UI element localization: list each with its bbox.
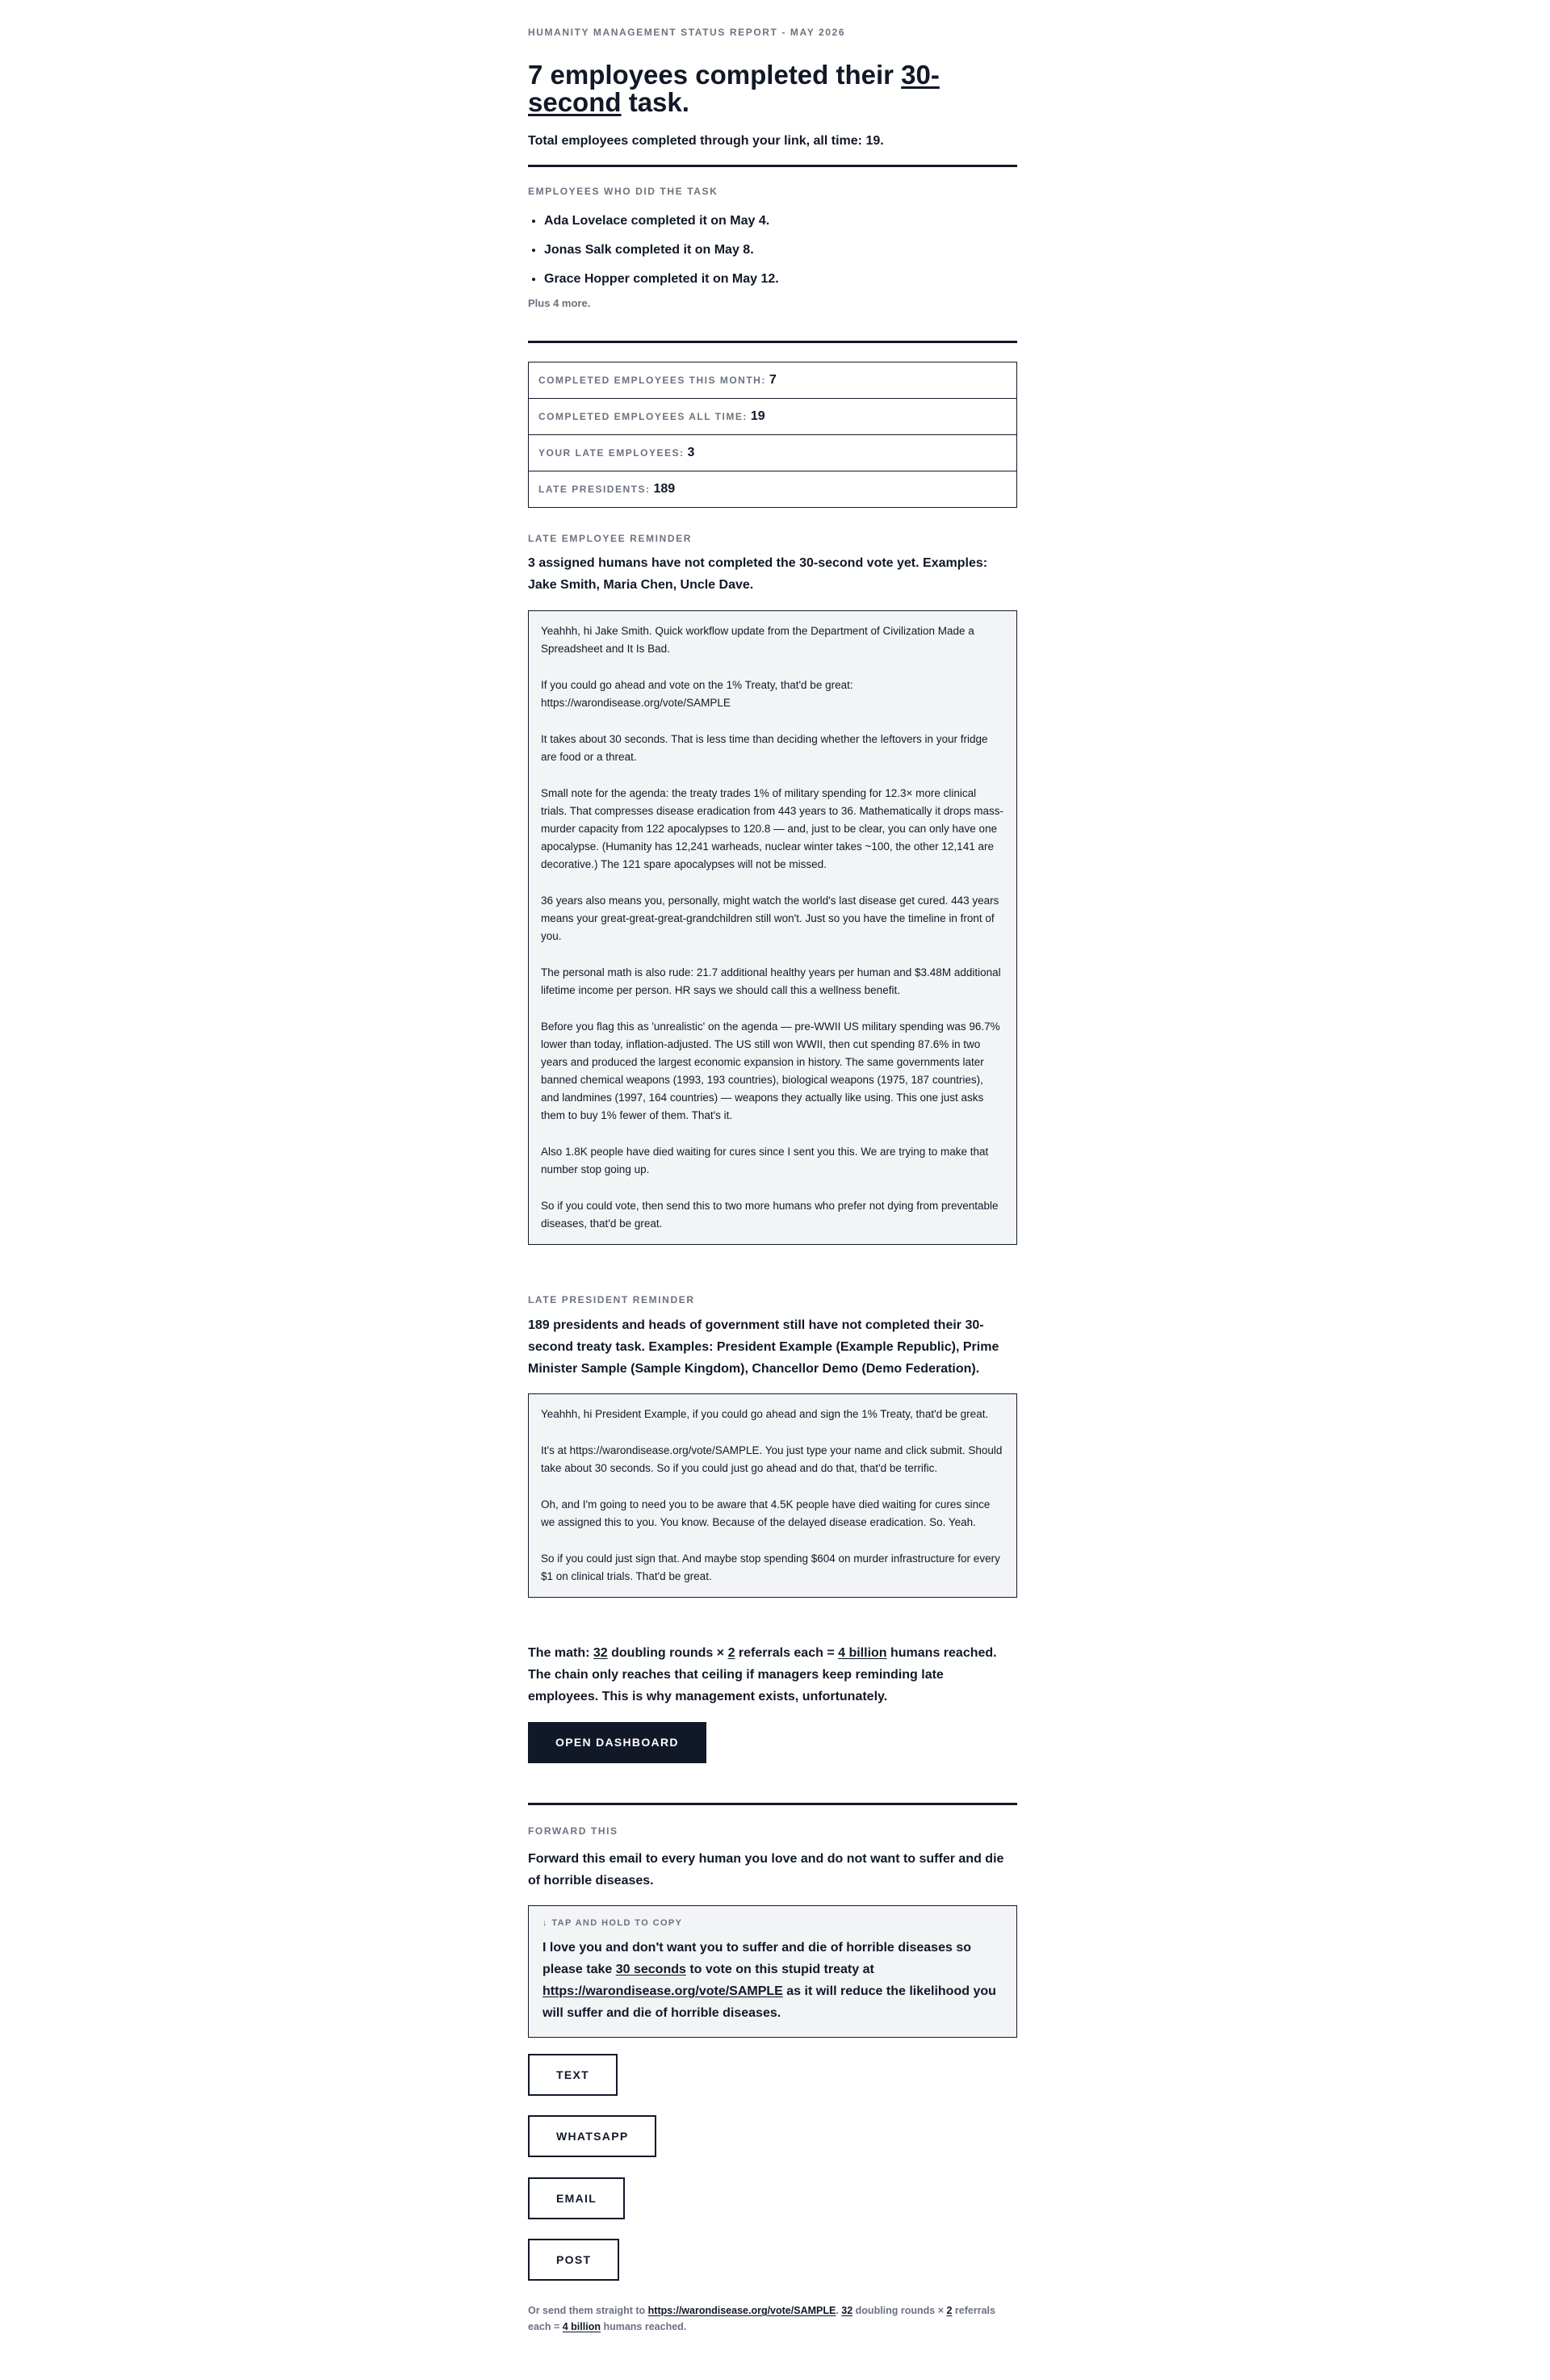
copy-text-part: as it will reduce the likelihood you will suffer and die of horrible diseases. (542, 1984, 996, 2020)
late-employee-message (528, 610, 1017, 1245)
duration-link: 30 seconds (615, 1963, 686, 1976)
footer-text: humans reached. (600, 2321, 687, 2332)
math-text: The math: (528, 1646, 593, 1660)
stat-value: 3 (687, 446, 695, 459)
footer-text: Or send them straight to (528, 2305, 648, 2316)
divider (528, 165, 1017, 167)
divider (528, 341, 1017, 343)
message-paragraph: Also 1.8K people have died waiting for cures since I sent you this. We are trying to make that number stop going up. (541, 1146, 989, 1175)
copy-hint: ↓ TAP AND HOLD TO COPY (542, 1918, 683, 1928)
headline (528, 61, 1017, 116)
forward-section-label: FORWARD THIS (528, 1825, 618, 1837)
footer-note (528, 2302, 1017, 2335)
share-text-button[interactable]: TEXT (528, 2054, 618, 2096)
headline-text: 7 employees completed their (528, 60, 902, 90)
share-whatsapp-button[interactable]: WHATSAPP (528, 2115, 656, 2157)
math-text: humans reached. The chain only reaches that ceiling if managers keep reminding late employees. This is why management exists, unfortunately. (528, 1646, 997, 1703)
total-completed-line: Total employees completed through your link, all time: 19. (528, 134, 884, 148)
more-employees-note: Plus 4 more. (528, 297, 591, 309)
copy-text-part: I love you and don't want you to suffer and die of horrible diseases so please take (542, 1941, 971, 1976)
share-post-button[interactable]: POST (528, 2239, 619, 2281)
employee-list (528, 213, 1033, 300)
employees-section-label: EMPLOYEES WHO DID THE TASK (528, 186, 718, 197)
list-item: • Grace Hopper completed it on May 12. (544, 271, 1033, 287)
message-paragraph: Oh, and I'm going to need you to be aware that 4.5K people have died waiting for cures since we assigned this to you. You know. Because of the delayed disease eradication. So. Yeah. (541, 1498, 991, 1528)
stat-value: 19 (750, 409, 765, 423)
math-text: doubling rounds × (607, 1646, 728, 1660)
stat-row (529, 435, 1016, 471)
message-paragraph: So if you could just sign that. And maybe stop spending $604 on murder infrastructure for every $1 on clinical trials. That'd be great. (541, 1552, 1000, 1582)
forward-instructions: Forward this email to every human you love and do not want to suffer and die of horrible diseases. (528, 1852, 1004, 1888)
message-paragraph: If you could go ahead and vote on the 1% Treaty, that'd be great: https://warondisease.org/vote/SAMPLE (541, 679, 853, 709)
headline-duration-link[interactable]: 30-second (528, 60, 940, 117)
vote-link[interactable]: https://warondisease.org/vote/SAMPLE (542, 1984, 783, 1998)
list-item: • Ada Lovelace completed it on May 4. (544, 213, 1033, 228)
message-paragraph: It takes about 30 seconds. That is less time than deciding whether the leftovers in your fridge are food or a threat. (541, 733, 988, 763)
stat-label: COMPLETED EMPLOYEES THIS MONTH: (538, 375, 766, 386)
copy-message-box[interactable] (528, 1905, 1017, 2038)
footer-text: . (836, 2305, 842, 2316)
message-paragraph: Yeahhh, hi President Example, if you could go ahead and sign the 1% Treaty, that'd be great. (541, 1408, 989, 1420)
list-item: • Jonas Salk completed it on May 8. (544, 242, 1033, 258)
stat-value: 189 (653, 482, 676, 496)
message-paragraph: So if you could vote, then send this to two more humans who prefer not dying from preventable diseases, that'd be great. (541, 1200, 999, 1230)
stat-label: YOUR LATE EMPLOYEES: (538, 447, 685, 459)
stat-row (529, 399, 1016, 435)
report-eyebrow (528, 27, 1017, 38)
footer-referrals-value: 2 (946, 2305, 953, 2316)
stat-label: LATE PRESIDENTS: (538, 484, 651, 495)
footer-rounds-value: 32 (841, 2305, 853, 2316)
share-post-wrap (528, 2239, 1017, 2281)
stat-value: 7 (769, 373, 777, 387)
message-paragraph: The personal math is also rude: 21.7 additional healthy years per human and $3.48M additional lifetime income per person. HR says we should call this a wellness benefit. (541, 966, 1001, 996)
footer-vote-link[interactable]: https://warondisease.org/vote/SAMPLE (647, 2305, 836, 2316)
footer-text: doubling rounds × (852, 2305, 947, 2316)
message-paragraph: Small note for the agenda: the treaty trades 1% of military spending for 12.3× more clinical trials. That compresses disease eradication from 443 years to 36. Mathematically it drops mass-murder capacity from 122 apocalypses to 120.8 — and, just to be clear, you can only have one apocalypse. (Humanity has 12,241 warheads, nuclear winter takes ~100, the other 12,141 are decorative.) The 121 spare apocalypses will not be missed. (541, 787, 1003, 870)
late-employee-section-label: LATE EMPLOYEE REMINDER (528, 533, 692, 544)
message-paragraph: 36 years also means you, personally, might watch the world's last disease get cured. 443 years means your great-great-great-grandchildren still won't. Just so you have the timeline in front of you. (541, 895, 999, 942)
open-dashboard-button[interactable]: OPEN DASHBOARD (528, 1722, 706, 1763)
stat-label: COMPLETED EMPLOYEES ALL TIME: (538, 411, 748, 422)
math-text: referrals each = (735, 1646, 839, 1660)
share-email-button[interactable]: EMAIL (528, 2177, 625, 2219)
reach-value: 4 billion (838, 1646, 887, 1660)
copy-message-text[interactable] (542, 1937, 1003, 2024)
message-paragraph: It's at https://warondisease.org/vote/SAMPLE. You just type your name and click submit. Should take about 30 seconds. So if you could just go ahead and do that, that'd be terrific. (541, 1444, 1003, 1474)
share-text-wrap (528, 2054, 1017, 2096)
stat-row (529, 362, 1016, 399)
late-employee-summary: 3 assigned humans have not completed the 30-second vote yet. Examples: Jake Smith, Maria Chen, Uncle Dave. (528, 556, 988, 592)
stat-row (529, 471, 1016, 507)
divider (528, 1803, 1017, 1805)
referral-math (528, 1642, 1017, 1707)
footer-reach-value: 4 billion (562, 2321, 601, 2332)
share-email-wrap (528, 2177, 1017, 2219)
headline-text-end: task. (621, 87, 689, 117)
message-paragraph: Yeahhh, hi Jake Smith. Quick workflow update from the Department of Civilization Made a Spreadsheet and It Is Bad. (541, 625, 974, 655)
late-president-summary: 189 presidents and heads of government still have not completed their 30-second treaty task. Examples: President Example (Example Republic), Prime Minister Sample (Sample Kingdom), Chancellor Demo (Demo Federation). (528, 1318, 999, 1376)
report-title: HUMANITY MANAGEMENT STATUS REPORT - MAY 2026 (528, 27, 846, 38)
share-whatsapp-wrap (528, 2115, 1017, 2157)
late-president-section-label: LATE PRESIDENT REMINDER (528, 1294, 695, 1305)
stats-table (528, 362, 1017, 508)
referrals-value: 2 (727, 1646, 735, 1660)
footer-text: referrals each = (528, 2305, 995, 2332)
copy-text-part: to vote on this stupid treaty at (685, 1963, 874, 1976)
late-president-message (528, 1393, 1017, 1598)
rounds-value: 32 (593, 1646, 608, 1660)
dashboard-button-wrap (528, 1722, 1017, 1763)
message-paragraph: Before you flag this as 'unrealistic' on the agenda — pre-WWII US military spending was 96.7% lower than today, inflation-adjusted. The US still won WWII, then cut spending 87.6% in two years and produced the largest economic expansion in history. The same governments later banned chemical weapons (1993, 193 countries), biological weapons (1975, 187 countries), and landmines (1997, 164 countries) — weapons they actually like using. This one just asks them to buy 1% fewer of them. That's it. (541, 1020, 1000, 1121)
